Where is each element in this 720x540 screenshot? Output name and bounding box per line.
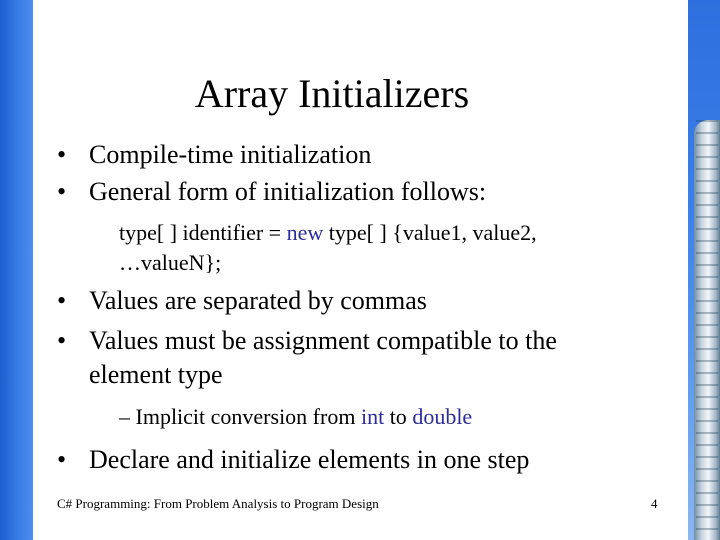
bullet-text: General form of initialization follows:: [89, 177, 487, 206]
bullet-item: [57, 138, 657, 172]
bullet-text: Compile-time initialization: [89, 140, 372, 169]
bullet-marker: •: [57, 140, 67, 169]
keyword-new: new: [286, 220, 324, 245]
code-line-2: …valueN};: [119, 250, 222, 275]
bullet-text: Values are separated by commas: [89, 286, 427, 315]
bullet-item: [57, 284, 657, 318]
sub-bullet-marker: –: [119, 404, 130, 429]
slide-footer: C# Programming: From Problem Analysis to Program Design: [57, 496, 379, 511]
bullet-continuation: [57, 358, 657, 392]
bullet-marker: •: [57, 445, 67, 474]
tower-image: [694, 120, 720, 540]
bullet-marker: •: [57, 326, 67, 355]
page-number: 4: [651, 496, 658, 511]
bullet-marker: •: [57, 286, 67, 315]
sub-bullet: [119, 402, 659, 432]
bullet-text: Values must be assignment compatible to the: [89, 326, 557, 355]
bullet-marker: •: [57, 177, 67, 206]
code-text: type[ ] {value1, value2,: [323, 220, 537, 245]
keyword-double: double: [412, 404, 473, 429]
sub-bullet-text: Implicit conversion from: [135, 404, 361, 429]
sub-bullet-text: to: [384, 404, 413, 429]
bullet-item: [57, 443, 657, 477]
bullet-text: Declare and initialize elements in one step: [89, 445, 530, 474]
bullet-item: [57, 324, 657, 358]
code-line-1: [119, 218, 659, 248]
slide-title: Array Initializers: [194, 71, 470, 116]
code-text: type[ ] identifier =: [119, 220, 287, 245]
bullet-text: element type: [89, 360, 223, 389]
keyword-int: int: [360, 404, 385, 429]
bullet-item: [57, 175, 657, 209]
